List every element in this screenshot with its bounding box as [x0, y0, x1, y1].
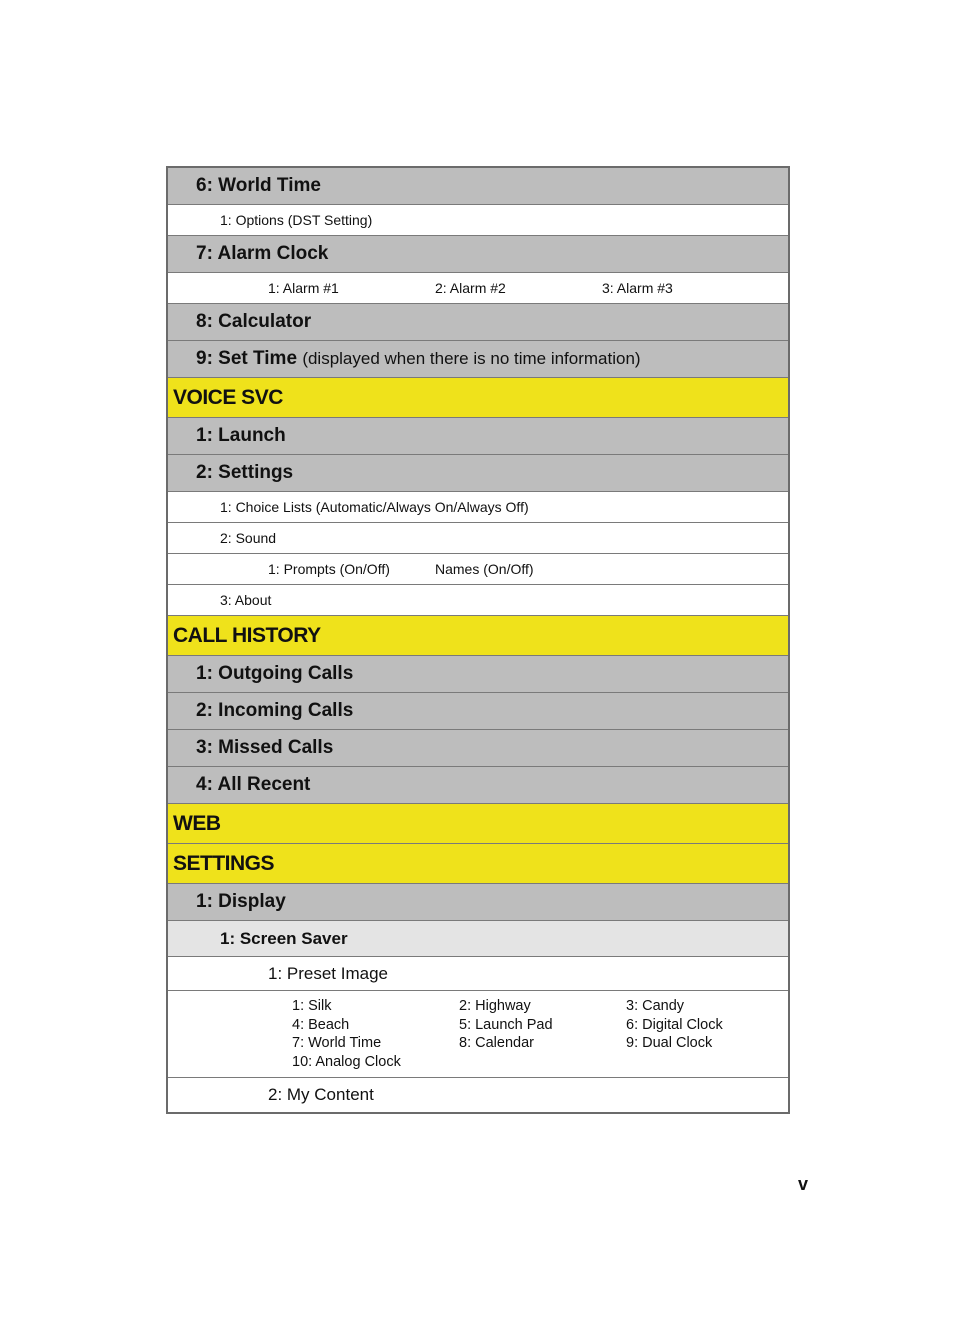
- menu-row-calculator: [168, 304, 788, 341]
- menu-label: 8: Calculator: [196, 311, 312, 332]
- prompts-label: 1: Prompts (On/Off): [268, 561, 390, 577]
- submenu-row-sound: [168, 523, 788, 554]
- menu-row-launch: [168, 418, 788, 455]
- section-header-settings: [168, 844, 788, 884]
- menu-row-alarm-clock: [168, 236, 788, 273]
- preset-item: 4: Beach: [292, 1016, 350, 1033]
- preset-item: 1: Silk: [292, 998, 332, 1014]
- alarm-2-label: 2: Alarm #2: [435, 280, 506, 296]
- submenu-row-my-content: [168, 1078, 788, 1112]
- menu-label: 1: Launch: [196, 425, 286, 446]
- menu-label: 3: Missed Calls: [196, 737, 334, 758]
- section-header-call-history: [168, 616, 788, 656]
- menu-row-all-recent: [168, 767, 788, 804]
- preset-item: 9: Dual Clock: [626, 1035, 713, 1051]
- menu-row-set-time: [168, 341, 788, 378]
- submenu-row-prompts: [168, 554, 788, 585]
- menu-label: 1: Outgoing Calls: [196, 663, 354, 684]
- preset-item: 5: Launch Pad: [459, 1016, 553, 1033]
- submenu-label: 2: My Content: [268, 1085, 374, 1104]
- preset-column-1: [292, 997, 401, 1071]
- section-title: VOICE SVC: [173, 385, 283, 409]
- menu-row-incoming: [168, 693, 788, 730]
- preset-item: 3: Candy: [626, 998, 685, 1014]
- menu-row-missed: [168, 730, 788, 767]
- preset-item: 8: Calendar: [459, 1035, 534, 1051]
- submenu-label: 1: Choice Lists (Automatic/Always On/Always Off): [220, 499, 529, 515]
- menu-label: 6: World Time: [196, 175, 321, 196]
- section-header-web: [168, 804, 788, 844]
- set-time-note: (displayed when there is no time information): [302, 349, 641, 368]
- menu-label: 1: Display: [196, 891, 286, 912]
- submenu-label: 1: Preset Image: [268, 963, 389, 983]
- preset-item: 6: Digital Clock: [626, 1016, 723, 1033]
- submenu-row-preset-image: [168, 957, 788, 991]
- menu-label: 2: Settings: [196, 462, 294, 483]
- submenu-row-alarms: [168, 273, 788, 304]
- names-label: Names (On/Off): [435, 561, 534, 577]
- preset-column-2: [459, 997, 553, 1053]
- page-number: v: [798, 1174, 809, 1194]
- submenu-row-options: [168, 205, 788, 236]
- section-title: WEB: [173, 811, 221, 835]
- set-time-label: 9: Set Time: [196, 348, 298, 369]
- menu-row-screen-saver: [168, 921, 788, 957]
- section-title: CALL HISTORY: [173, 623, 321, 647]
- menu-row-world-time: [168, 168, 788, 205]
- menu-label: 1: Screen Saver: [220, 928, 348, 948]
- submenu-label: 3: About: [220, 592, 272, 608]
- preset-item: 2: Highway: [459, 998, 531, 1014]
- menu-table: [166, 166, 790, 1114]
- alarm-1-label: 1: Alarm #1: [268, 280, 339, 296]
- section-header-voice-svc: [168, 378, 788, 418]
- menu-label: 7: Alarm Clock: [196, 243, 329, 264]
- alarm-3-label: 3: Alarm #3: [602, 280, 673, 296]
- menu-row-display: [168, 884, 788, 921]
- submenu-row-choice-lists: [168, 492, 788, 523]
- menu-label: [168, 348, 641, 370]
- preset-item: 7: World Time: [292, 1035, 382, 1051]
- submenu-row-about: [168, 585, 788, 616]
- preset-column-3: [626, 997, 723, 1053]
- section-title: SETTINGS: [173, 851, 275, 875]
- preset-grid: [168, 991, 788, 1078]
- preset-item: 10: Analog Clock: [292, 1053, 401, 1070]
- submenu-label: 2: Sound: [220, 530, 277, 546]
- submenu-label: 1: Options (DST Setting): [220, 212, 373, 228]
- menu-row-outgoing: [168, 656, 788, 693]
- menu-label: 4: All Recent: [196, 774, 311, 795]
- menu-row-settings: [168, 455, 788, 492]
- menu-label: 2: Incoming Calls: [196, 700, 354, 721]
